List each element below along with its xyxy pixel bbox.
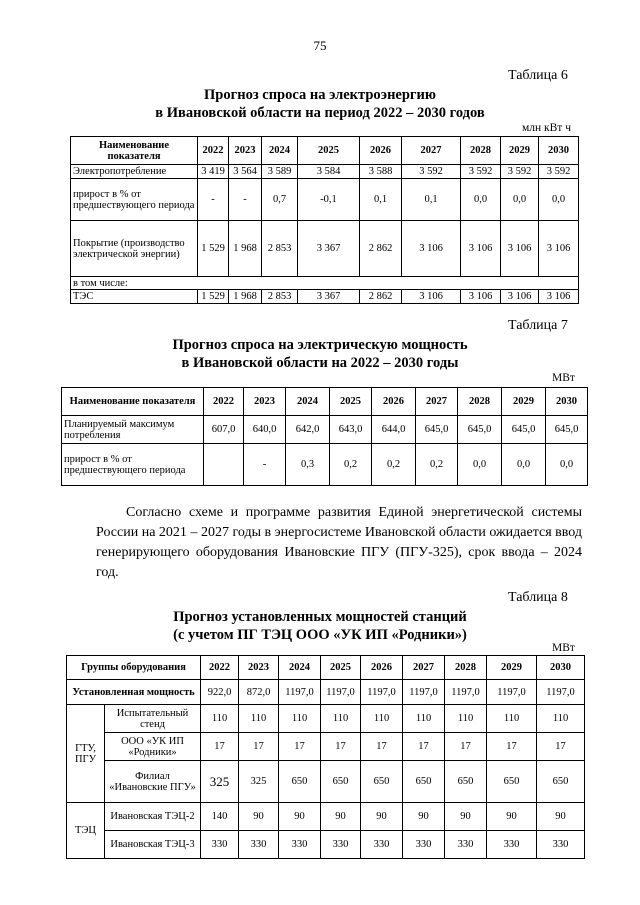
cell: 3 592 <box>501 165 539 179</box>
cell: 3 592 <box>402 165 461 179</box>
table6-header-row <box>71 137 579 165</box>
year-header: 2026 <box>372 388 416 416</box>
cell: 0,1 <box>360 179 402 221</box>
row-label: прирост в % от предшествующего периода <box>62 444 204 486</box>
table6-header-label: Наименование показателя <box>71 137 198 165</box>
cell: 110 <box>537 705 585 733</box>
cell: 1 968 <box>229 221 262 277</box>
table7 <box>61 387 588 486</box>
row-label: Планируемый максимум потребления <box>62 416 204 444</box>
cell: 330 <box>279 831 321 859</box>
cell: 3 564 <box>229 165 262 179</box>
table-row <box>71 179 579 221</box>
table7-header-label: Наименование показателя <box>62 388 204 416</box>
cell: 90 <box>537 803 585 831</box>
cell: 110 <box>487 705 537 733</box>
table7-title-line1: Прогноз спроса на электрическую мощность <box>172 337 468 353</box>
cell: 0,2 <box>330 444 372 486</box>
cell: 330 <box>537 831 585 859</box>
cell: 330 <box>321 831 361 859</box>
cell: 3 106 <box>402 290 461 304</box>
cell: 3 367 <box>298 221 360 277</box>
cell: 3 106 <box>501 221 539 277</box>
cell: 2 853 <box>262 221 298 277</box>
cell: 110 <box>279 705 321 733</box>
cell: 0,0 <box>461 179 501 221</box>
cell: 1197,0 <box>279 680 321 705</box>
row-label: Ивановская ТЭЦ-2 <box>105 803 201 831</box>
row-label: Покрытие (производство электрической энергии) <box>71 221 198 277</box>
year-header: 2030 <box>546 388 588 416</box>
table8-title-line1: Прогноз установленных мощностей станций <box>173 609 467 625</box>
cell: 90 <box>445 803 487 831</box>
cell: 3 106 <box>539 290 579 304</box>
table7-title-line2: в Ивановской области на 2022 – 2030 годы <box>181 355 459 371</box>
table6-title-line1: Прогноз спроса на электроэнергию <box>204 87 436 103</box>
cell: 17 <box>279 733 321 761</box>
year-header: 2028 <box>461 137 501 165</box>
cell: 3 106 <box>501 290 539 304</box>
cell: 90 <box>361 803 403 831</box>
cell: 2 853 <box>262 290 298 304</box>
table-row <box>67 761 585 803</box>
group-label: ГТУ, ПГУ <box>67 705 105 803</box>
paragraph-text: Согласно схеме и программе развития Единой энергетической системы России на 2021 – 2027 годы в энергосистеме Ивановской области ожидается ввод генерирующего оборудования Ивановские ПГУ (ПГУ-325), срок ввода – 2024 год. <box>96 505 582 580</box>
table-row <box>67 680 585 705</box>
row-label: в том числе: <box>71 277 579 290</box>
page-number: 75 <box>313 38 327 53</box>
year-header: 2024 <box>279 656 321 680</box>
table-row <box>62 416 588 444</box>
cell: 3 592 <box>461 165 501 179</box>
cell: 645,0 <box>458 416 502 444</box>
row-label: Филиал «Ивановские ПГУ» <box>105 761 201 803</box>
cell: 872,0 <box>239 680 279 705</box>
table-row <box>71 221 579 277</box>
cell: 3 106 <box>539 221 579 277</box>
cell: 3 592 <box>539 165 579 179</box>
row-label: прирост в % от предшествующего периода <box>71 179 198 221</box>
table-row <box>71 277 579 290</box>
table-row <box>67 803 585 831</box>
cell: 642,0 <box>286 416 330 444</box>
cell: 110 <box>445 705 487 733</box>
cell: 2 862 <box>360 290 402 304</box>
cell: 3 419 <box>198 165 229 179</box>
table7-header-row <box>62 388 588 416</box>
table-row <box>67 831 585 859</box>
cell: 645,0 <box>416 416 458 444</box>
cell: 330 <box>403 831 445 859</box>
table-row <box>71 165 579 179</box>
cell: 1197,0 <box>403 680 445 705</box>
cell: 17 <box>487 733 537 761</box>
cell: 0,0 <box>546 444 588 486</box>
year-header: 2025 <box>298 137 360 165</box>
installed-label: Установленная мощность <box>67 680 201 705</box>
cell: 1197,0 <box>445 680 487 705</box>
cell: 3 106 <box>461 221 501 277</box>
cell: 645,0 <box>546 416 588 444</box>
table6-title-line2: в Ивановской области на период 2022 – 2030 годов <box>155 105 485 121</box>
year-header: 2025 <box>321 656 361 680</box>
cell: 0,3 <box>286 444 330 486</box>
table8-header-label: Группы оборудования <box>67 656 201 680</box>
cell: 650 <box>321 761 361 803</box>
cell: 922,0 <box>201 680 239 705</box>
cell: 645,0 <box>502 416 546 444</box>
cell: 644,0 <box>372 416 416 444</box>
year-header: 2022 <box>198 137 229 165</box>
cell: 3 588 <box>360 165 402 179</box>
year-header: 2027 <box>403 656 445 680</box>
cell: 17 <box>537 733 585 761</box>
table8-title-line2: (с учетом ПГ ТЭЦ ООО «УК ИП «Родники») <box>173 627 467 643</box>
cell: 3 589 <box>262 165 298 179</box>
cell: 17 <box>239 733 279 761</box>
table6 <box>70 136 579 304</box>
cell: 17 <box>321 733 361 761</box>
table8-title <box>0 608 640 644</box>
cell: 650 <box>445 761 487 803</box>
cell: 0,7 <box>262 179 298 221</box>
table-row <box>67 733 585 761</box>
cell: 1 529 <box>198 221 229 277</box>
year-header: 2022 <box>204 388 244 416</box>
table-row <box>71 290 579 304</box>
cell: 3 106 <box>461 290 501 304</box>
cell <box>204 444 244 486</box>
table7-label: Таблица 7 <box>508 318 568 333</box>
year-header: 2024 <box>286 388 330 416</box>
group-label: ТЭЦ <box>67 803 105 859</box>
year-header: 2027 <box>402 137 461 165</box>
year-header: 2026 <box>361 656 403 680</box>
cell: 0,0 <box>539 179 579 221</box>
table8-label: Таблица 8 <box>508 590 568 605</box>
cell: 110 <box>403 705 445 733</box>
cell: 110 <box>239 705 279 733</box>
cell: 1197,0 <box>537 680 585 705</box>
cell: 325 <box>201 761 239 803</box>
cell: 2 862 <box>360 221 402 277</box>
cell: 330 <box>239 831 279 859</box>
cell: 643,0 <box>330 416 372 444</box>
cell: 90 <box>403 803 445 831</box>
table7-title <box>0 336 640 372</box>
year-header: 2023 <box>244 388 286 416</box>
year-header: 2030 <box>539 137 579 165</box>
cell: 325 <box>239 761 279 803</box>
cell: 17 <box>201 733 239 761</box>
row-label: ТЭС <box>71 290 198 304</box>
cell: 90 <box>239 803 279 831</box>
year-header: 2028 <box>445 656 487 680</box>
year-header: 2026 <box>360 137 402 165</box>
cell: 330 <box>445 831 487 859</box>
year-header: 2023 <box>239 656 279 680</box>
cell: 110 <box>321 705 361 733</box>
cell: 1197,0 <box>361 680 403 705</box>
cell: 0,2 <box>372 444 416 486</box>
cell: 1 968 <box>229 290 262 304</box>
table6-unit: млн кВт ч <box>522 122 571 134</box>
cell: 17 <box>445 733 487 761</box>
row-label: Ивановская ТЭЦ-3 <box>105 831 201 859</box>
year-header: 2030 <box>537 656 585 680</box>
year-header: 2022 <box>201 656 239 680</box>
year-header: 2027 <box>416 388 458 416</box>
cell: 607,0 <box>204 416 244 444</box>
cell: - <box>244 444 286 486</box>
cell: 330 <box>201 831 239 859</box>
cell: 0,2 <box>416 444 458 486</box>
table8-unit: МВт <box>552 642 575 654</box>
cell: 0,0 <box>458 444 502 486</box>
cell: 0,0 <box>502 444 546 486</box>
cell: 0,1 <box>402 179 461 221</box>
cell: - <box>229 179 262 221</box>
cell: 3 106 <box>402 221 461 277</box>
table6-title <box>0 86 640 122</box>
cell: 650 <box>361 761 403 803</box>
cell: 1 529 <box>198 290 229 304</box>
cell: 0,0 <box>501 179 539 221</box>
year-header: 2024 <box>262 137 298 165</box>
cell: 17 <box>361 733 403 761</box>
year-header: 2028 <box>458 388 502 416</box>
cell: 1197,0 <box>487 680 537 705</box>
cell: 330 <box>487 831 537 859</box>
table-row <box>62 444 588 486</box>
year-header: 2029 <box>501 137 539 165</box>
row-label: Испытательный стенд <box>105 705 201 733</box>
table8 <box>66 655 585 859</box>
cell: 17 <box>403 733 445 761</box>
table6-label: Таблица 6 <box>508 68 568 83</box>
cell: 650 <box>537 761 585 803</box>
cell: 110 <box>201 705 239 733</box>
row-label: ООО «УК ИП «Родники» <box>105 733 201 761</box>
body-paragraph <box>96 503 582 583</box>
year-header: 2023 <box>229 137 262 165</box>
year-header: 2025 <box>330 388 372 416</box>
table-row <box>67 705 585 733</box>
cell: 3 584 <box>298 165 360 179</box>
cell: 650 <box>403 761 445 803</box>
cell: 140 <box>201 803 239 831</box>
table7-unit: МВт <box>552 372 575 384</box>
table8-header-row <box>67 656 585 680</box>
cell: 650 <box>487 761 537 803</box>
cell: 640,0 <box>244 416 286 444</box>
cell: 330 <box>361 831 403 859</box>
cell: -0,1 <box>298 179 360 221</box>
cell: 3 367 <box>298 290 360 304</box>
row-label: Электропотребление <box>71 165 198 179</box>
year-header: 2029 <box>487 656 537 680</box>
cell: 110 <box>361 705 403 733</box>
cell: 1197,0 <box>321 680 361 705</box>
year-header: 2029 <box>502 388 546 416</box>
cell: 650 <box>279 761 321 803</box>
cell: 90 <box>279 803 321 831</box>
cell: 90 <box>321 803 361 831</box>
cell: 90 <box>487 803 537 831</box>
cell: - <box>198 179 229 221</box>
